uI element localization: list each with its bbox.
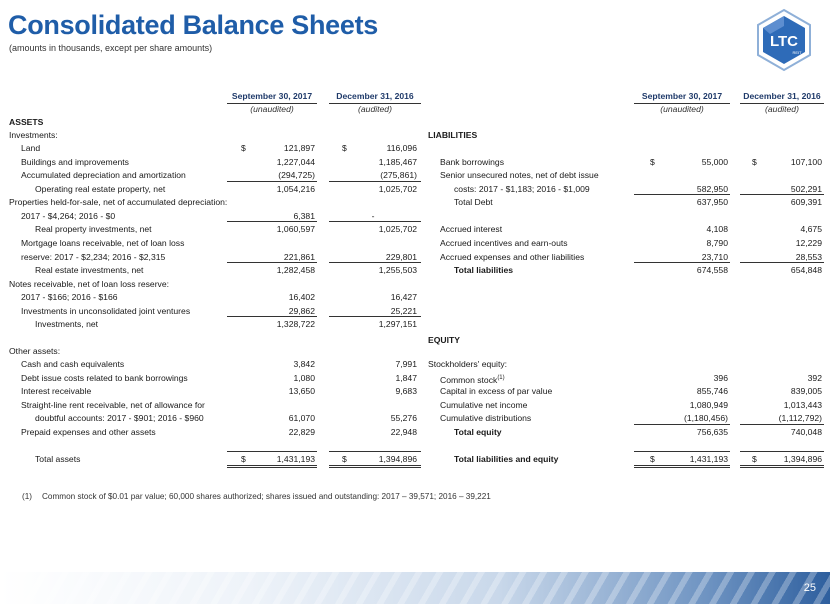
currency-symbol: $ xyxy=(752,157,757,167)
value-prior: - xyxy=(371,211,375,221)
value-current: 221,861 xyxy=(283,252,315,262)
row-label: Senior unsecured notes, net of debt issue xyxy=(440,170,599,180)
underline-rule xyxy=(329,262,421,263)
value-prior: 502,291 xyxy=(790,184,822,194)
underline-rule xyxy=(634,262,730,263)
double-rule xyxy=(740,465,824,468)
row-label: Prepaid expenses and other assets xyxy=(21,427,156,437)
audited-label: (audited) xyxy=(358,104,392,114)
value-current: (1,180,456) xyxy=(684,413,728,423)
underline-rule xyxy=(227,181,317,182)
unaudited-label: (unaudited) xyxy=(660,104,704,114)
underline-rule xyxy=(634,451,730,452)
value-prior: 1,025,702 xyxy=(378,184,417,194)
table-row xyxy=(9,371,419,385)
footnote-ref: (1) xyxy=(497,375,505,381)
page-subtitle: (amounts in thousands, except per share amounts) xyxy=(9,43,213,53)
value-current: 29,862 xyxy=(288,306,315,316)
value-prior: 1,255,503 xyxy=(378,265,417,275)
table-row xyxy=(9,344,419,358)
value-current: 1,328,722 xyxy=(276,319,315,329)
row-label: Total equity xyxy=(454,427,502,437)
row-label: Cash and cash equivalents xyxy=(21,359,125,369)
row-label: costs: 2017 - $1,183; 2016 - $1,009 xyxy=(454,184,590,194)
underline-rule xyxy=(329,221,421,222)
row-label: Investments, net xyxy=(35,319,99,329)
value-prior: 116,096 xyxy=(386,143,417,153)
row-label: Real property investments, net xyxy=(35,224,152,234)
value-prior: 392 xyxy=(807,373,822,383)
table-row xyxy=(9,357,419,371)
col-header-dec-2016-left: December 31, 2016 xyxy=(336,91,414,101)
footnote-text: Common stock of $0.01 par value; 60,000 shares authorized; shares issued and outstanding: 2017 – 39,571; 2016 – 39,221 xyxy=(42,492,491,501)
footer-band xyxy=(0,572,830,604)
value-current: 6,381 xyxy=(293,211,315,221)
value-current: 23,710 xyxy=(701,252,728,262)
value-current: 396 xyxy=(713,373,728,383)
value-current: 1,431,193 xyxy=(276,454,315,464)
row-label: Total liabilities and equity xyxy=(454,454,559,464)
value-prior: 16,427 xyxy=(390,292,417,302)
value-current: 1,431,193 xyxy=(689,454,728,464)
value-current: 8,790 xyxy=(706,238,728,248)
footnote xyxy=(22,492,491,501)
table-row xyxy=(428,357,828,371)
value-current: 121,897 xyxy=(283,143,315,153)
value-prior: 609,391 xyxy=(790,197,822,207)
row-label: 2017 - $4,264; 2016 - $0 xyxy=(21,211,116,221)
assets-table xyxy=(9,0,419,480)
table-row xyxy=(9,277,419,291)
unaudited-label: (unaudited) xyxy=(250,104,294,114)
underline-rule xyxy=(227,262,317,263)
table-row xyxy=(428,452,828,466)
value-prior: 9,683 xyxy=(395,386,417,396)
table-row xyxy=(428,411,828,425)
underline-rule xyxy=(634,424,730,425)
row-label: Straight-line rent receivable, net of allowance for xyxy=(21,400,205,410)
row-label: Accumulated depreciation and amortization xyxy=(21,170,186,180)
row-label: Other assets: xyxy=(9,346,61,356)
table-row xyxy=(9,263,419,277)
value-current: 756,635 xyxy=(696,427,728,437)
currency-symbol: $ xyxy=(241,454,246,464)
table-row xyxy=(9,290,419,304)
row-label: Cumulative distributions xyxy=(440,413,532,423)
value-current: 13,650 xyxy=(288,386,315,396)
value-prior: 28,553 xyxy=(795,252,822,262)
underline-rule xyxy=(740,424,824,425)
underline-rule xyxy=(740,451,824,452)
table-row xyxy=(428,155,828,169)
row-label: Real estate investments, net xyxy=(35,265,144,275)
underline-rule xyxy=(227,451,317,452)
underline-rule xyxy=(740,262,824,263)
assets-section-heading: ASSETS xyxy=(9,117,44,127)
table-row xyxy=(9,411,419,425)
value-current: 55,000 xyxy=(701,157,728,167)
value-prior: 839,005 xyxy=(790,386,822,396)
logo-subtext: REIT xyxy=(792,50,802,55)
underline-rule xyxy=(227,221,317,222)
value-prior: 25,221 xyxy=(390,306,417,316)
value-prior: 22,948 xyxy=(390,427,417,437)
page-number: 25 xyxy=(803,582,816,594)
table-row xyxy=(9,236,419,250)
table-row xyxy=(428,168,828,182)
value-prior: 7,991 xyxy=(395,359,417,369)
table-row xyxy=(428,222,828,236)
currency-symbol: $ xyxy=(241,143,246,153)
table-row xyxy=(9,384,419,398)
value-prior: 229,801 xyxy=(385,252,417,262)
row-label: Mortgage loans receivable, net of loan loss xyxy=(21,238,185,248)
currency-symbol: $ xyxy=(752,454,757,464)
value-current: 1,080 xyxy=(293,373,315,383)
liabilities-section-heading: LIABILITIES xyxy=(428,130,478,140)
double-rule xyxy=(634,465,730,468)
value-prior: (275,861) xyxy=(380,170,417,180)
value-current: 582,950 xyxy=(696,184,728,194)
row-label: Buildings and improvements xyxy=(21,157,129,167)
row-label: Capital in excess of par value xyxy=(440,386,553,396)
underline-rule xyxy=(634,194,730,195)
row-label: Notes receivable, net of loan loss reserve: xyxy=(9,279,170,289)
value-prior: 1,013,443 xyxy=(783,400,822,410)
table-row xyxy=(9,182,419,196)
row-label: Investments: xyxy=(9,130,58,140)
underline-rule xyxy=(329,181,421,182)
table-row xyxy=(9,425,419,439)
col-header-sep-2017-left: September 30, 2017 xyxy=(231,91,313,101)
value-prior: 1,394,896 xyxy=(378,454,417,464)
row-label: Stockholders' equity: xyxy=(428,359,508,369)
row-label: Accrued incentives and earn-outs xyxy=(440,238,568,248)
row-label: Properties held-for-sale, net of accumulated depreciation: xyxy=(9,197,228,207)
value-prior: 12,229 xyxy=(795,238,822,248)
value-prior: 1,185,467 xyxy=(378,157,417,167)
value-current: 1,060,597 xyxy=(276,224,315,234)
table-row xyxy=(9,317,419,331)
table-row xyxy=(9,155,419,169)
table-row xyxy=(9,398,419,412)
value-current: 22,829 xyxy=(288,427,315,437)
value-prior: 654,848 xyxy=(790,265,822,275)
table-row xyxy=(428,384,828,398)
page-title: Consolidated Balance Sheets xyxy=(8,10,379,40)
value-prior: 1,847 xyxy=(395,373,417,383)
value-current: 674,558 xyxy=(696,265,728,275)
value-prior: 1,394,896 xyxy=(783,454,822,464)
equity-section-heading: EQUITY xyxy=(428,335,460,345)
audited-label: (audited) xyxy=(765,104,799,114)
footnote-number: (1) xyxy=(22,492,33,501)
double-rule xyxy=(329,465,421,468)
value-prior: (1,112,792) xyxy=(778,413,822,423)
value-prior: 1,025,702 xyxy=(378,224,417,234)
value-current: 637,950 xyxy=(696,197,728,207)
table-row xyxy=(428,425,828,439)
table-row xyxy=(9,452,419,466)
value-current: 1,054,216 xyxy=(276,184,315,194)
table-row xyxy=(428,195,828,209)
currency-symbol: $ xyxy=(342,143,347,153)
row-label: Total liabilities xyxy=(454,265,514,275)
table-row xyxy=(428,371,828,385)
row-label: Common stock$^{(1)}$ xyxy=(440,374,505,385)
row-label: 2017 - $166; 2016 - $166 xyxy=(21,292,118,302)
currency-symbol: $ xyxy=(342,454,347,464)
row-label: Interest receivable xyxy=(21,386,92,396)
col-header-sep-2017-right: September 30, 2017 xyxy=(641,91,723,101)
row-label: Debt issue costs related to bank borrowings xyxy=(21,373,188,383)
row-label: Bank borrowings xyxy=(440,157,505,167)
underline-rule xyxy=(329,451,421,452)
value-current: 1,227,044 xyxy=(276,157,315,167)
value-prior: 740,048 xyxy=(790,427,822,437)
row-label: Total assets xyxy=(35,454,81,464)
row-label: Investments in unconsolidated joint ventures xyxy=(21,306,191,316)
table-row xyxy=(428,398,828,412)
value-prior: 1,297,151 xyxy=(378,319,417,329)
currency-symbol: $ xyxy=(650,454,655,464)
row-label: Land xyxy=(21,143,41,153)
row-label: doubtful accounts: 2017 - $901; 2016 - $960 xyxy=(35,413,204,423)
row-label: Accrued expenses and other liabilities xyxy=(440,252,585,262)
value-current: 1,080,949 xyxy=(689,400,728,410)
underline-rule xyxy=(329,316,421,317)
value-prior: 107,100 xyxy=(790,157,822,167)
value-current: 61,070 xyxy=(288,413,315,423)
value-current: 3,842 xyxy=(293,359,315,369)
currency-symbol: $ xyxy=(650,157,655,167)
table-row xyxy=(428,236,828,250)
underline-rule xyxy=(740,194,824,195)
table-row xyxy=(428,263,828,277)
row-label: Total Debt xyxy=(454,197,493,207)
table-row xyxy=(9,195,419,209)
value-prior: 4,675 xyxy=(800,224,822,234)
value-current: 1,282,458 xyxy=(276,265,315,275)
table-row xyxy=(9,141,419,155)
value-current: 855,746 xyxy=(696,386,728,396)
table-row xyxy=(9,168,419,182)
row-label: Operating real estate property, net xyxy=(35,184,166,194)
value-current: (294,725) xyxy=(278,170,315,180)
row-label: reserve: 2017 - $2,234; 2016 - $2,315 xyxy=(21,252,166,262)
double-rule xyxy=(227,465,317,468)
value-current: 4,108 xyxy=(706,224,728,234)
table-row xyxy=(9,222,419,236)
row-label: Cumulative net income xyxy=(440,400,528,410)
logo-text: LTC xyxy=(769,33,799,50)
col-header-dec-2016-right: December 31, 2016 xyxy=(743,91,821,101)
value-prior: 55,276 xyxy=(390,413,417,423)
table-row xyxy=(9,128,419,142)
row-label: Accrued interest xyxy=(440,224,503,234)
liabilities-equity-table xyxy=(428,0,828,480)
value-current: 16,402 xyxy=(288,292,315,302)
underline-rule xyxy=(227,316,317,317)
